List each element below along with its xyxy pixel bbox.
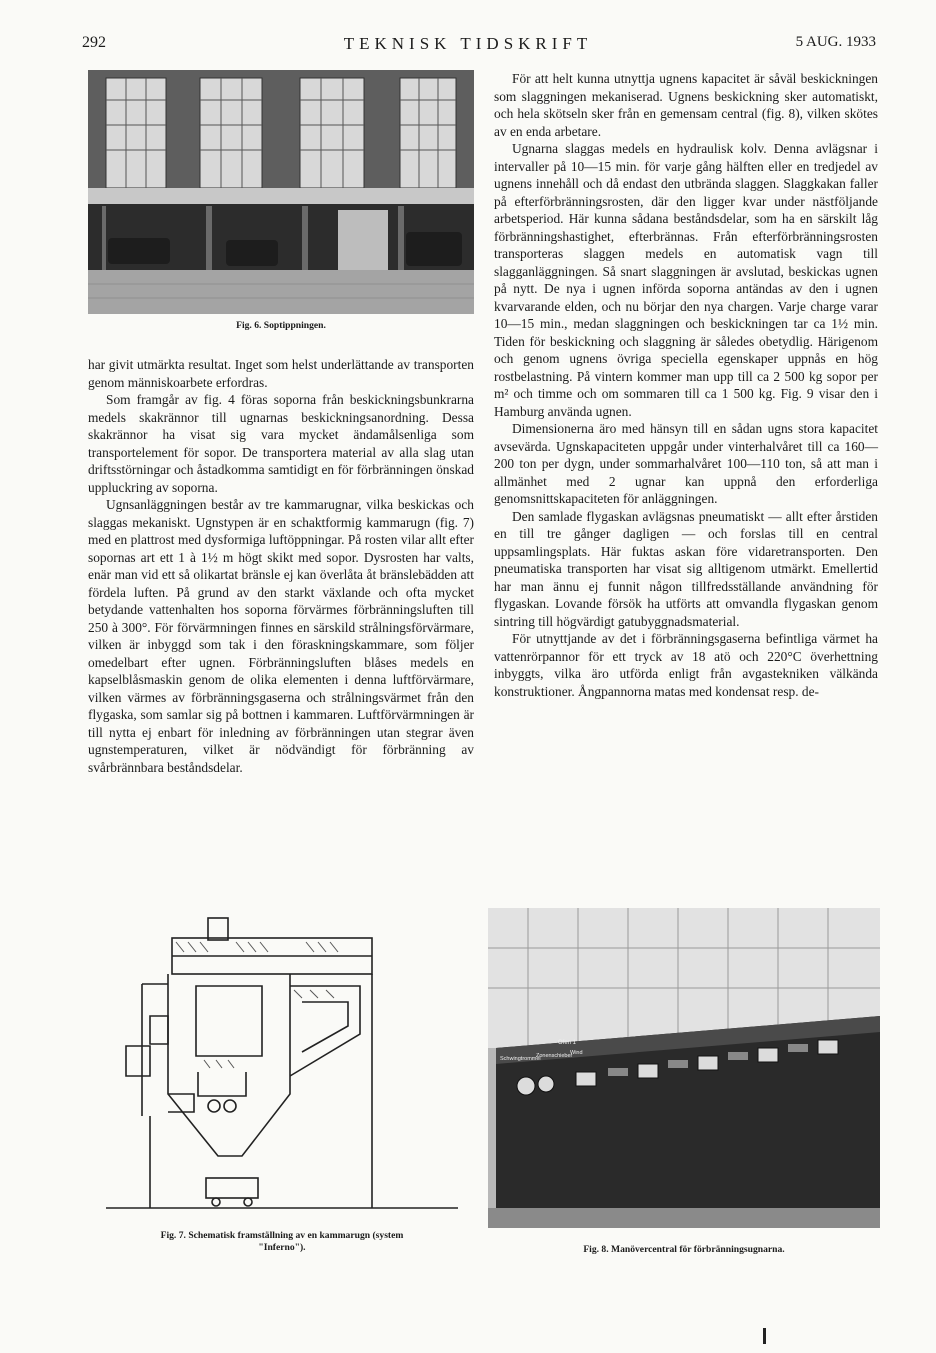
paragraph: Dimensionerna äro med hänsyn till en sådan ugns stora kapacitet avsevärda. Ugnskapaciteten uppgår under vinterhalvåret till ca 160—200 ton per dygn, under sommarhalvåret 100—110 ton, så att man i allmänhet med 2 ugnar kan uppnå den erforderliga genomsnittskapaciteten för anläggningen.: [494, 421, 878, 506]
paragraph: Som framgår av fig. 4 föras soporna från beskickningsbunkrarna medels skakrännor till ugnarnas beskickningsanordning. Dessa skakrännor ha visat sig vara mycket ändamålsenliga som transportelement för sopor. De transportera material av alla slag utan driftsstörningar och åstadkomma samtidigt en för förbränningen önskad uppluckring av soporna.: [88, 392, 474, 495]
fig8-label-a: Schwingtrommel: [500, 1056, 541, 1062]
paragraph: För utnyttjande av det i förbränningsgaserna befintliga värmet ha vattenrörpannor för ett tryck av 18 atö och 220°C överhettning inbyggts, vilka äro utförda enligt från avgastekniken välkända konstruktioner. Ångpannorna matas med kondensat resp. de-: [494, 631, 878, 699]
fig8-label-b: Zonenschieber: [536, 1053, 573, 1059]
journal-title: TEKNISK TIDSKRIFT: [343, 34, 593, 53]
fig8-label-c: Wind: [570, 1050, 583, 1056]
figure-7-caption: [106, 1230, 458, 1254]
paragraph: har givit utmärkta resultat. Inget som helst underlättande av transporten genom människoarbete erfordras.: [88, 357, 474, 390]
figure-6-caption: Fig. 6. Soptippningen.: [236, 320, 326, 331]
paragraph: Ugnarna slaggas medels en hydraulisk kolv. Denna avlägsnar i intervaller på 10—15 min. för varje gång hälften eller en tredjedel av ugnens innehåll och då endast den utbrända slaggen. Slaggkakan faller på efterförbränningsrosten, där den ligger kvar under nästföljande arbetsperiod. Här kunna sådana beståndsdelar, som ha en särskilt låg förbränningshastighet, efterbrännas. Från efterförbränningsrosten transporteras slaggen medels en automatisk vagn till slagganläggningen. Så snart slaggningen är avslutad, beskickas ugnen på nytt. De nya i ugnen införda soporna antändas av den i ugnen kvarvarande elden, och nu börjar den nya chargen. Varje charge varar 10—15 min., medan slaggningen och beskickningen tar ca 1½ min. Tiden för beskickning och slaggning är således obetydlig. Härigenom och genom ugnens övriga speciella egenskaper uppnås en hög rostbelastning. På vintern kommer man upp till ca 2 500 kg sopor per m² och timme och om sommaren till ca 1 500 kg. Fig. 9 visar den i Hamburg använda ugnen.: [494, 141, 878, 419]
issue-date: 5 AUG. 1933: [795, 34, 876, 50]
fig8-label-ofen: Ofen 1: [558, 1040, 577, 1046]
figure-6-photo: [88, 70, 474, 314]
paragraph: Ugnsanläggningen består av tre kammarugnar, vilka beskickas och slaggas mekaniskt. Ugnstypen är en schaktformig kammarugn (fig. 7) med en plattrost med dysformiga luftöppningar. På rosten vilar allt efter sopornas art ett 1 à 1½ m högt skikt med sopor. Dysrosten har valts, enär man vid ett så olikartat bränsle ej kan överlåta åt bränslebädden att fördela luften. På grund av den starkt växlande och ofta mycket betydande vattenhalten hos soporna förvärmes förbränningsluften till 250 à 300°. För förvärmningen finnes en särskild strålningsförvärmare, vilken är inbyggd som tak i den föraskningskammare, som följer omedelbart efter ugnen. Förbränningsluften blåses medels en kapselblåsmaskin genom de olika elementen i denna luftförvärmare, vilken värmes av förbränningsgaserna och strålningsvärmet från den flygaska, som samlar sig på bottnen i kammaren. Luftförvärmningen är till nytta ej enbart för inledning av förbränningen utan stegrar även ugnstemperaturen, vilket är nödvändigt för förbränning av svårbrännbara beståndsdelar.: [88, 497, 474, 775]
figure-7-caption-line: Fig. 7. Schematisk framställning av en kammarugn (system: [160, 1230, 404, 1241]
left-column: [88, 356, 474, 776]
figure-7-caption-line: "Inferno").: [258, 1242, 306, 1253]
print-mark: [763, 1328, 766, 1344]
page-number: 292: [82, 34, 106, 51]
right-column: [494, 70, 878, 700]
figure-8-caption: Fig. 8. Manövercentral för förbränningsugnarna.: [583, 1244, 785, 1255]
paragraph: För att helt kunna utnyttja ugnens kapacitet är såväl beskickningen som slaggningen mekaniserad. Ugnens beskickning sker automatiskt, och hela skötseln sker från en gemensam central (fig. 8), vilken skötes av en enda arbetare.: [494, 71, 878, 139]
figure-7-schematic: [106, 916, 458, 1226]
paragraph: Den samlade flygaskan avlägsnas pneumatiskt — allt efter årstiden en till tre gånger dagligen — och forslas till en central uppsamlingsplats. Här fuktas askan före vidaretransporten. Den pneumatiska transporten har visat sig alltigenom utmärkt. Emellertid har man ännu ej funnit någon tillfredsställande användning för flygaskan. Lovande försök ha utförts att omvandla flygaskan genom sintring till högvärdigt gatubyggnadsmaterial.: [494, 508, 878, 629]
figure-8-photo: [488, 908, 880, 1228]
